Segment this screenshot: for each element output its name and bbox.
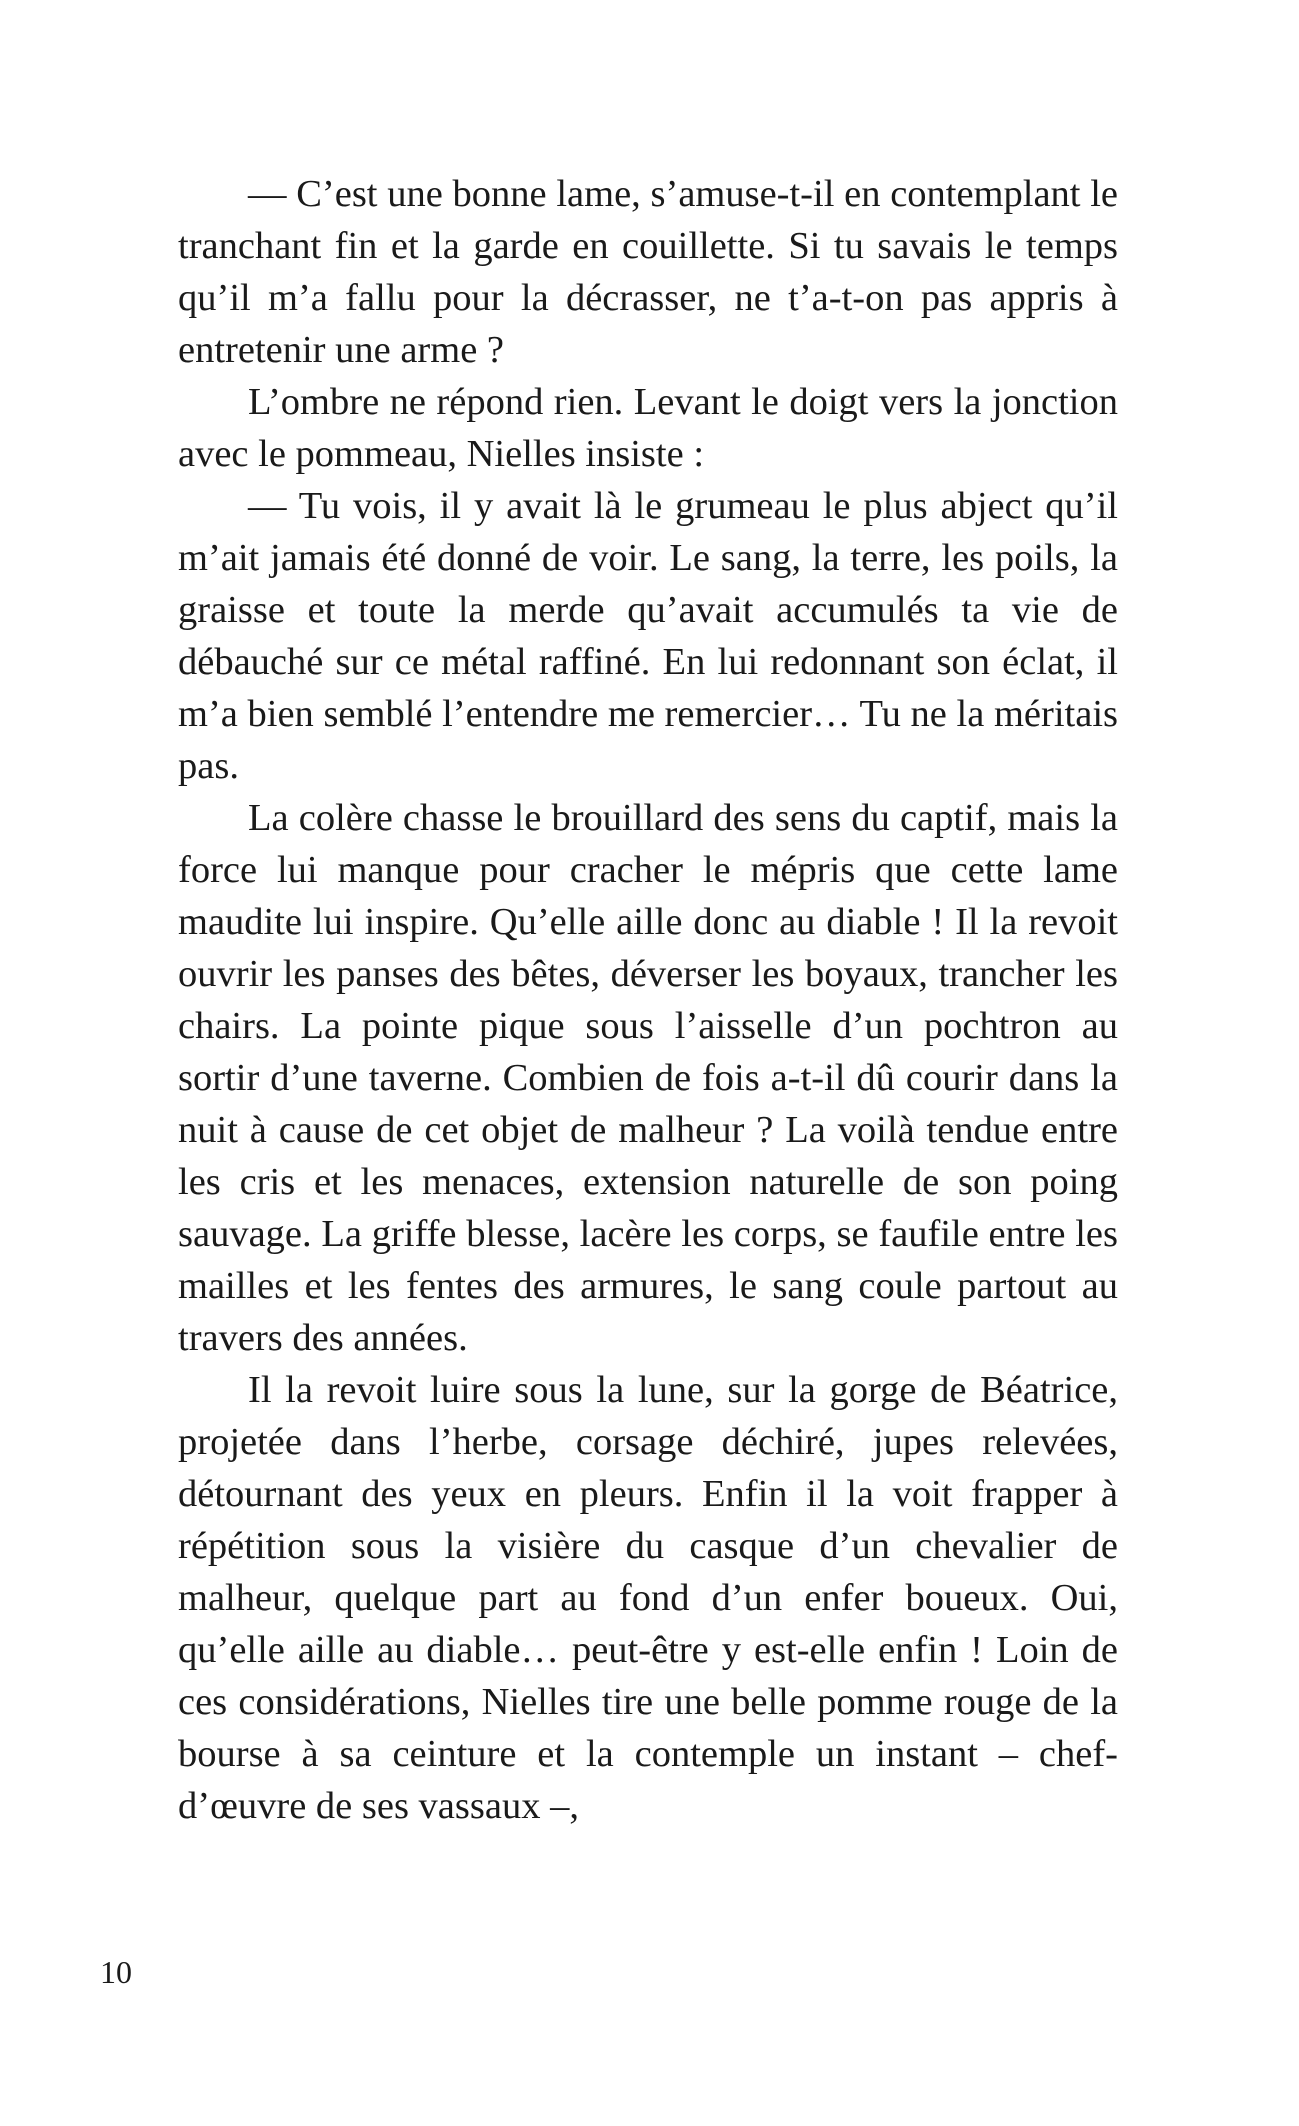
paragraph-3: — Tu vois, il y avait là le grumeau le plus abject qu’il m’ait jamais été donné de voir. Le sang, la terre, les poils, la graisse et toute la merde qu’avait accumulés ta vie de débauché sur ce métal raffiné. En lui redonnant son éclat, il m’a bien semblé l’entendre me remercier… Tu ne la méritais pas.	[178, 485, 1118, 787]
body-text	[178, 168, 1118, 1832]
page-number: 10	[100, 1954, 132, 1990]
paragraph-4: La colère chasse le brouillard des sens du captif, mais la force lui manque pour cracher le mépris que cette lame maudite lui inspire. Qu’elle aille donc au diable ! Il la revoit ouvrir les panses des bêtes, déverser les boyaux, trancher les chairs. La pointe pique sous l’aisselle d’un pochtron au sortir d’une taverne. Combien de fois a-t-il dû courir dans la nuit à cause de cet objet de malheur ? La voilà tendue entre les cris et les menaces, extension naturelle de son poing sauvage. La griffe blesse, lacère les corps, se faufile entre les mailles et les fentes des armures, le sang coule partout au travers des années.	[178, 797, 1118, 1359]
paragraph-2: L’ombre ne répond rien. Levant le doigt vers la jonction avec le pommeau, Nielles insiste :	[178, 381, 1118, 475]
paragraph-1: — C’est une bonne lame, s’amuse-t-il en contemplant le tranchant fin et la garde en couillette. Si tu savais le temps qu’il m’a fallu pour la décrasser, ne t’a-t-on pas appris à entretenir une arme ?	[178, 173, 1118, 371]
paragraph-5: Il la revoit luire sous la lune, sur la gorge de Béatrice, projetée dans l’herbe, corsage déchiré, jupes relevées, détournant des yeux en pleurs. Enfin il la voit frapper à répétition sous la visière du casque d’un chevalier de malheur, quelque part au fond d’un enfer boueux. Oui, qu’elle aille au diable… peut-être y est-elle enfin ! Loin de ces considérations, Nielles tire une belle pomme rouge de la bourse à sa ceinture et la contemple un instant – chef-d’œuvre de ses vassaux –,	[178, 1369, 1118, 1827]
